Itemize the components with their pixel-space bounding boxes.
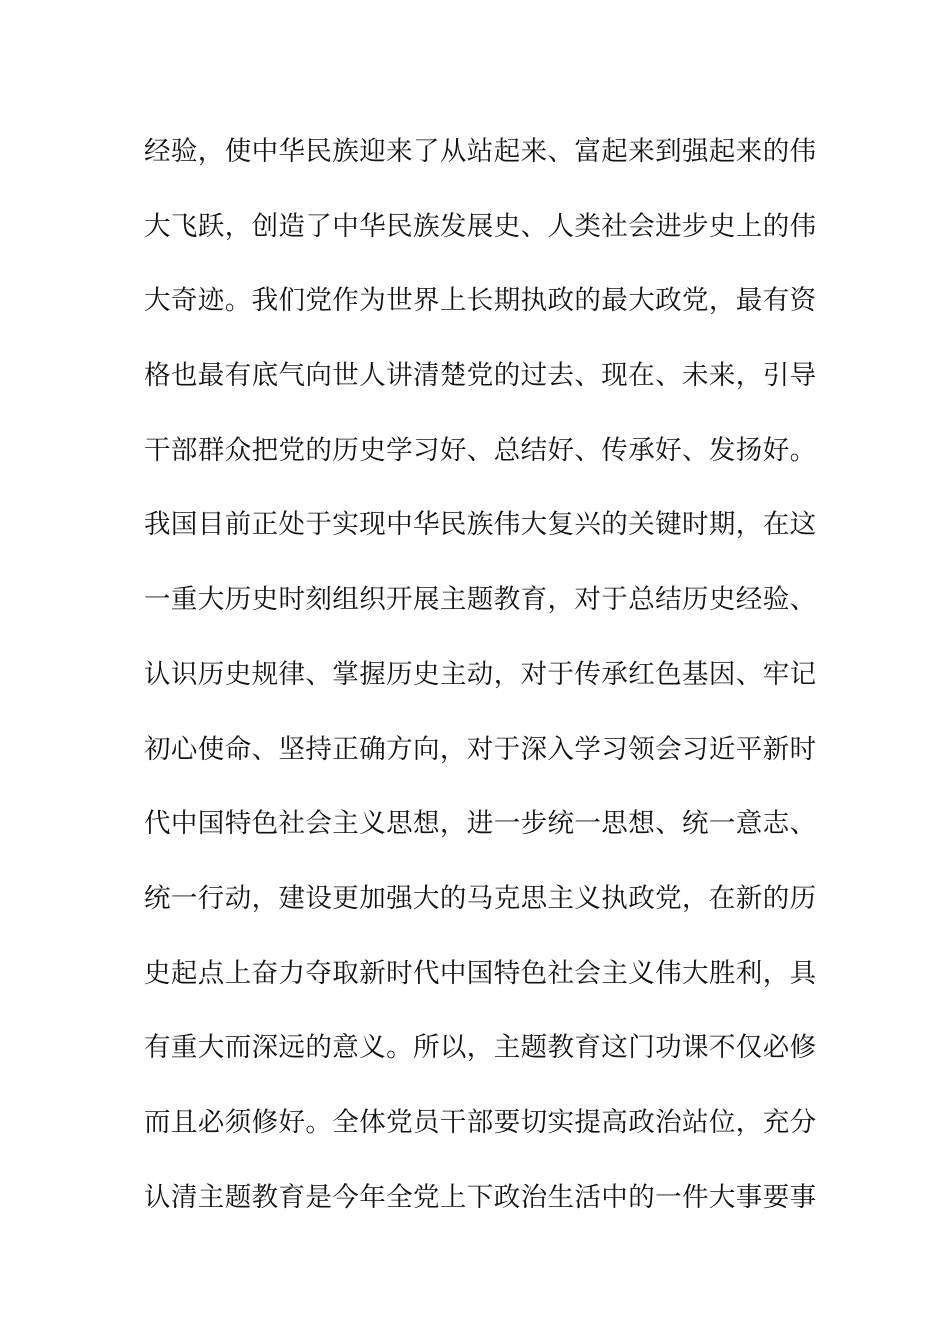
text-line: 我国目前正处于实现中华民族伟大复兴的关键时期，在这 [144,509,817,541]
text-line: 认识历史规律、掌握历史主动，对于传承红色基因、牢记 [144,658,817,690]
text-line: 大飞跃，创造了中华民族发展史、人类社会进步史上的伟 [144,210,817,242]
text-line: 统一行动，建设更加强大的马克思主义执政党，在新的历 [144,882,817,914]
text-line: 代中国特色社会主义思想，进一步统一思想、统一意志、 [144,808,817,840]
text-line: 认清主题教育是今年全党上下政治生活中的一件大事要事 [144,1181,817,1213]
text-line: 有重大而深远的意义。所以，主题教育这门功课不仅必修 [144,1032,817,1064]
text-line: 干部群众把党的历史学习好、总结好、传承好、发扬好。 [144,434,817,466]
text-line: 初心使命、坚持正确方向，对于深入学习领会习近平新时 [144,733,817,765]
body-text [144,126,824,1246]
text-line: 而且必须修好。全体党员干部要切实提高政治站位，充分 [144,1106,817,1138]
text-line: 经验，使中华民族迎来了从站起来、富起来到强起来的伟 [144,136,817,167]
text-line: 史起点上奋力夺取新时代中国特色社会主义伟大胜利，具 [144,957,817,989]
text-line: 一重大历史时刻组织开展主题教育，对于总结历史经验、 [144,584,817,616]
text-line: 格也最有底气向世人讲清楚党的过去、现在、未来，引导 [144,360,817,392]
text-line: 大奇迹。我们党作为世界上长期执政的最大政党，最有资 [144,285,817,317]
